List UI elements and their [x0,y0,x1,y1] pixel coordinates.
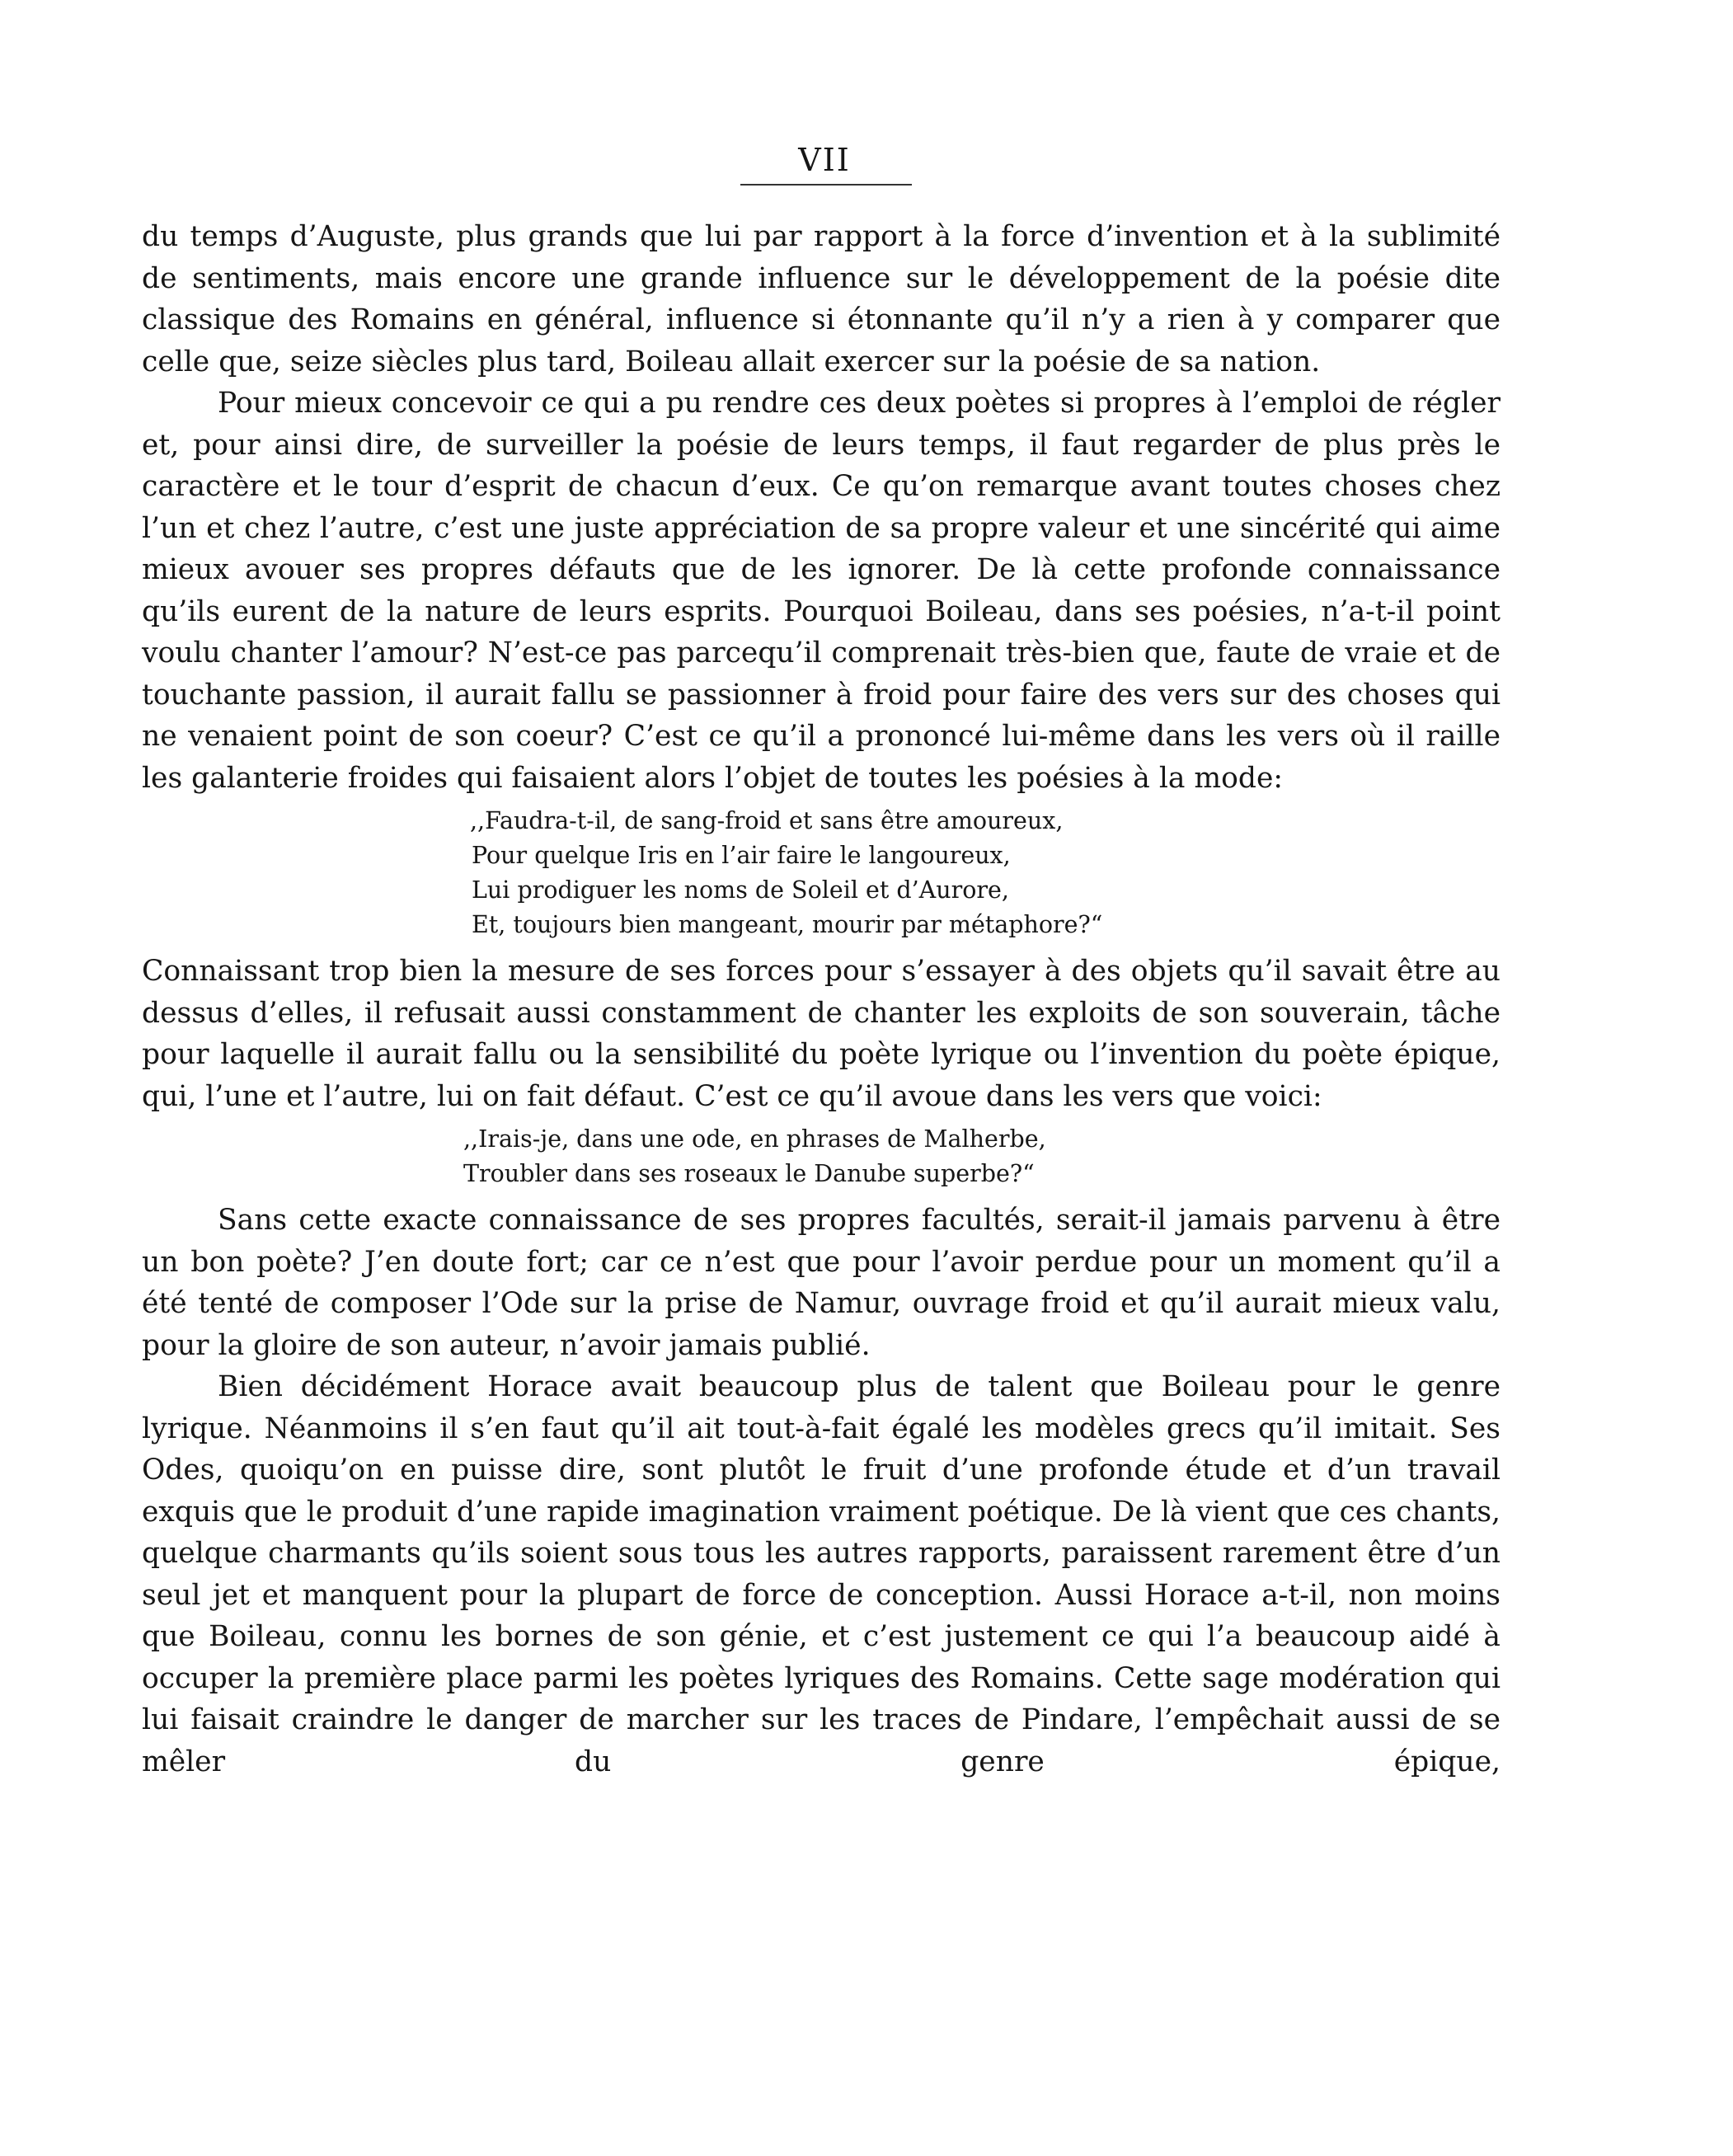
body-text [142,216,1501,1783]
verse-line: Troubler dans ses roseaux le Danube superbe?“ [463,1160,1035,1187]
paragraph-3: Connaissant trop bien la mesure de ses forces pour s’essayer à des objets qu’il savait être au dessus d’elles, il refusait aussi constamment de chanter les exploits de son souverain, tâche pour laquelle il aurait fallu ou la sensibilité du poète lyrique ou l’invention du poète épique, qui, l’une et l’autre, lui on fait défaut. C’est ce qu’il avoue dans les vers que voici: [142,955,1501,1113]
paragraph-1: du temps d’Auguste, plus grands que lui par rapport à la force d’invention et à la sublimité de sentiments, mais encore une grande influence sur le développement de la poésie dite classique des Romains en général, influence si étonnante qu’il n’y a rien à y comparer que celle que, seize siècles plus tard, Boileau allait exercer sur la poésie de sa nation. [142,220,1501,378]
page-number: VII [798,142,851,178]
verse-line: ,,Faudra-t-il, de sang-froid et sans être amoureux, [470,807,1064,834]
verse-quote-2 [142,1122,1501,1191]
verse-line: ,,Irais-je, dans une ode, en phrases de Malherbe, [463,1125,1046,1153]
header-rule [740,184,912,186]
paragraph-5: Bien décidément Horace avait beaucoup plus de talent que Boileau pour le genre lyrique. Néanmoins il s’en faut qu’il ait tout-à-fait égalé les modèles grecs qu’il imitait. Ses Odes, quoiqu’on en puisse dire, sont plutôt le fruit d’une profonde étude et d’un travail exquis que le produit d’une rapide imagination vraiment poétique. De là vient que ces chants, quelque charmants qu’ils soient sous tous les autres rapports, paraissent rarement être d’un seul jet et manquent pour la plupart de force de conception. Aussi Horace a-t-il, non moins que Boileau, connu les bornes de son génie, et c’est justement ce qui l’a beaucoup aidé à occuper la première place parmi les poètes lyriques des Romains. Cette sage modération qui lui faisait craindre le danger de marcher sur les traces de Pindare, l’empêchait aussi de se mêler du genre épique, [142,1370,1501,1778]
paragraph-4: Sans cette exacte connaissance de ses propres facultés, serait-il jamais parvenu à être un bon poète? J’en doute fort; car ce n’est que pour l’avoir perdue pour un moment qu’il a été tenté de composer l’Ode sur la prise de Namur, ouvrage froid et qu’il aurait mieux valu, pour la gloire de son auteur, n’avoir jamais publié. [142,1204,1501,1362]
verse-quote-1 [142,804,1501,942]
verse-line: Et, toujours bien mangeant, mourir par métaphore?“ [472,911,1103,938]
paragraph-2: Pour mieux concevoir ce qui a pu rendre ces deux poètes si propres à l’emploi de régler et, pour ainsi dire, de surveiller la poésie de leurs temps, il faut regarder de plus près le caractère et le tour d’esprit de chacun d’eux. Ce qu’on remarque avant toutes choses chez l’un et chez l’autre, c’est une juste appréciation de sa propre valeur et une sincérité qui aime mieux avouer ses propres défauts que de les ignorer. De là cette profonde connaissance qu’ils eurent de la nature de leurs esprits. Pourquoi Boileau, dans ses poésies, n’a-t-il point voulu chanter l’amour? N’est-ce pas parcequ’il comprenait très-bien que, faute de vraie et de touchante passion, il aurait fallu se passionner à froid pour faire des vers sur des choses qui ne venaient point de son coeur? C’est ce qu’il a prononcé lui-même dans les vers où il raille les galanterie froides qui faisaient alors l’objet de toutes les poésies à la mode: [142,387,1501,795]
verse-line: Lui prodiguer les noms de Soleil et d’Aurore, [472,876,1009,904]
verse-line: Pour quelque Iris en l’air faire le langoureux, [472,842,1011,869]
